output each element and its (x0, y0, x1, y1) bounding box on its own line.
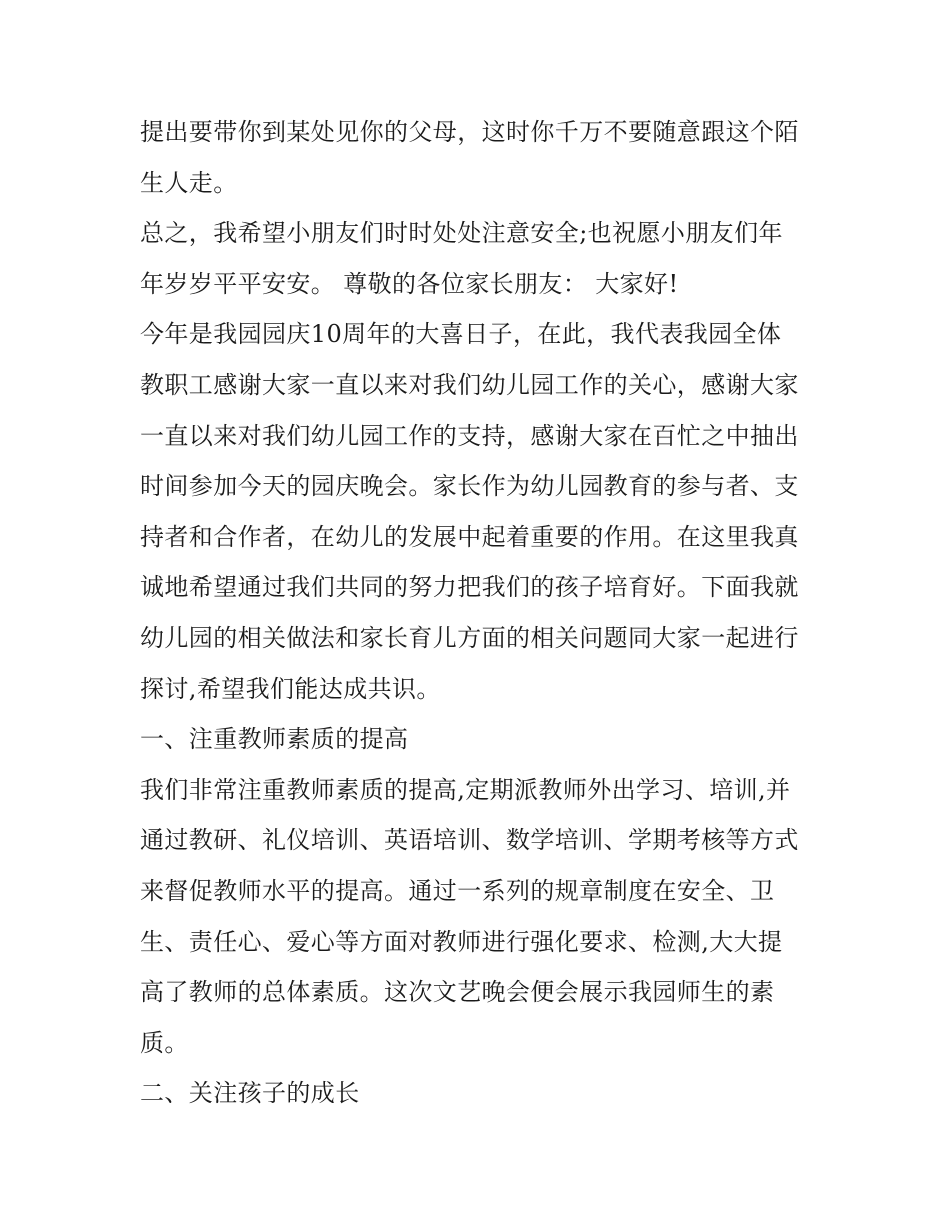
text-line-3: 总之，我希望小朋友们时时处处注意安全;也祝愿小朋友们年 (140, 219, 783, 248)
section-heading-1: 一、注重教师素质的提高 (140, 725, 409, 754)
text-line-14: 我们非常注重教师素质的提高,定期派教师外出学习、培训,并 (140, 775, 791, 804)
text-line-6: 教职工感谢大家一直以来对我们幼儿园工作的关心，感谢大家 (140, 370, 799, 399)
text-line-5: 今年是我园园庆10周年的大喜日子，在此，我代表我园全体 (140, 320, 782, 349)
text-line-10: 诚地希望通过我们共同的努力把我们的孩子培育好。下面我就 (140, 573, 799, 602)
document-body (140, 107, 820, 1119)
text-line-16: 来督促教师水平的提高。通过一系列的规章制度在安全、卫 (140, 876, 775, 905)
text-line-12: 探讨,希望我们能达成共识。 (140, 674, 441, 703)
text-line-1: 提出要带你到某处见你的父母，这时你千万不要随意跟这个陌 (140, 118, 799, 146)
text-line-15: 通过教研、礼仪培训、英语培训、数学培训、学期考核等方式 (140, 826, 799, 855)
text-line-4: 年岁岁平平安安。 尊敬的各位家长朋友： 大家好! (140, 269, 679, 298)
text-line-18: 高了教师的总体素质。这次文艺晚会便会展示我园师生的素 (140, 978, 775, 1007)
text-line-17: 生、责任心、爱心等方面对教师进行强化要求、检测,大大提 (140, 927, 783, 956)
section-heading-2: 二、关注孩子的成长 (140, 1079, 360, 1108)
text-line-19: 质。 (140, 1028, 189, 1057)
text-line-11: 幼儿园的相关做法和家长育儿方面的相关问题同大家一起进行 (140, 623, 799, 652)
text-line-7: 一直以来对我们幼儿园工作的支持，感谢大家在百忙之中抽出 (140, 421, 799, 450)
text-line-2: 生人走。 (140, 168, 238, 197)
text-line-9: 持者和合作者，在幼儿的发展中起着重要的作用。在这里我真 (140, 522, 799, 551)
text-line-8: 时间参加今天的园庆晚会。家长作为幼儿园教育的参与者、支 (140, 472, 799, 501)
